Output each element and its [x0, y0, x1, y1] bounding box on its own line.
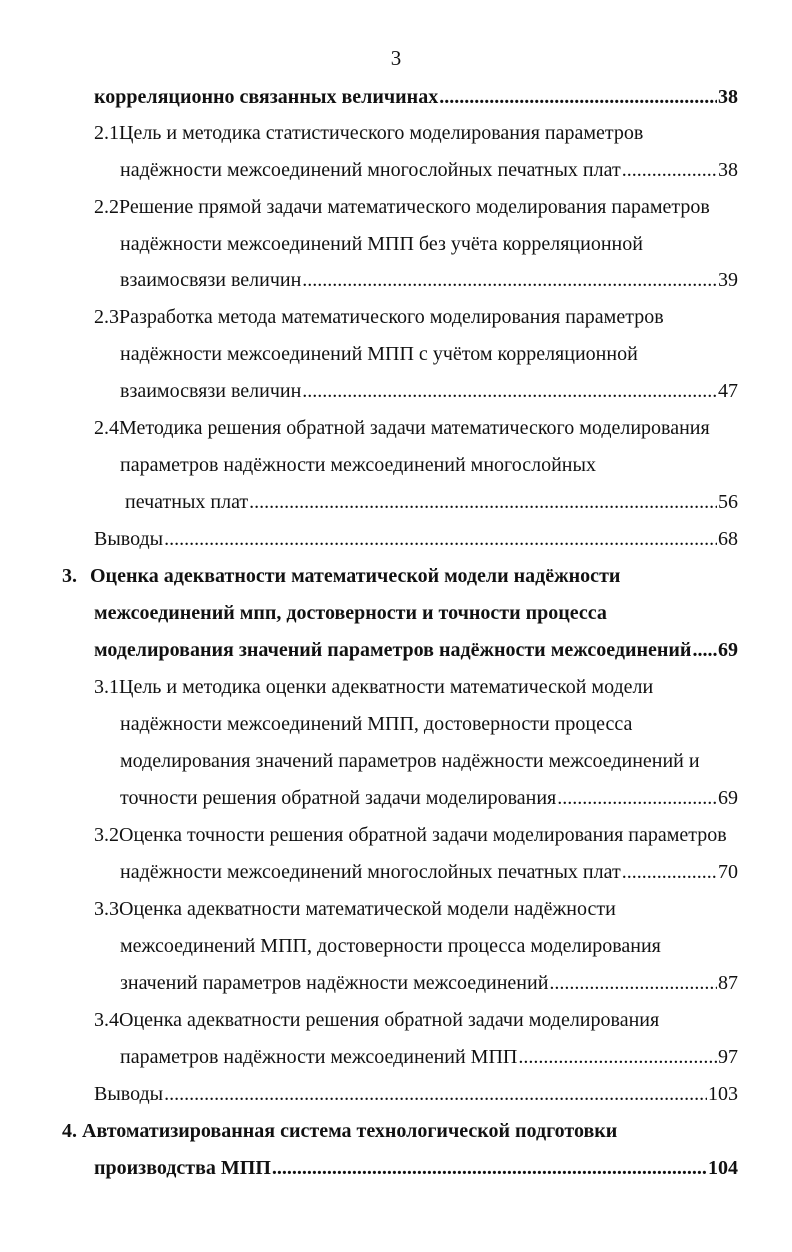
toc-entry-text: 2.3Разработка метода математического моделирования параметров [94, 306, 664, 328]
toc-entry-conclusions-ch3 [94, 1081, 738, 1107]
toc-entry-text: надёжности межсоединений многослойных печатных плат [120, 159, 621, 181]
toc-entry-2-4-line2 [120, 452, 596, 478]
toc-entry-text: точности решения обратной задачи моделирования [120, 787, 557, 809]
toc-entry-3-3-line3 [120, 970, 738, 996]
toc-entry-2-3-line3 [120, 378, 738, 404]
toc-entry-ch2-continuation [94, 84, 738, 110]
toc-entry-text: взаимосвязи величин [120, 380, 302, 402]
toc-entry-3-1-line1 [94, 674, 653, 700]
toc-entry-text: 3.4Оценка адекватности решения обратной задачи моделирования [94, 1009, 660, 1031]
toc-entry-text: Выводы [94, 1083, 164, 1105]
toc-entry-text: моделирования значений параметров надёжности межсоединений и [120, 750, 700, 772]
toc-entry-3-1-line2 [120, 711, 632, 737]
toc-entry-2-4-line3 [120, 489, 738, 515]
toc-entry-text: надёжности межсоединений МПП, достоверности процесса [120, 713, 633, 735]
dot-leader [249, 489, 717, 515]
toc-page-number: 39 [718, 269, 738, 291]
toc-entry-text: параметров надёжности межсоединений МПП [120, 1046, 518, 1068]
dot-leader [622, 157, 717, 183]
toc-page-number: 70 [718, 861, 738, 883]
toc-entry-text: значений параметров надёжности межсоединений [120, 972, 549, 994]
dot-leader [164, 1081, 707, 1107]
toc-entry-ch4-line1 [62, 1118, 617, 1144]
dot-leader [622, 859, 717, 885]
dot-leader [272, 1155, 707, 1181]
toc-entry-3-4-line2 [120, 1044, 738, 1070]
toc-entry-2-1-line2 [120, 157, 738, 183]
toc-entry-text: 3.3Оценка адекватности математической модели надёжности [94, 898, 616, 920]
toc-page-number: 47 [718, 380, 738, 402]
toc-entry-text: 3.2Оценка точности решения обратной задачи моделирования параметров [94, 824, 727, 846]
dot-leader [302, 378, 717, 404]
toc-entry-2-2-line3 [120, 267, 738, 293]
toc-entry-text: корреляционно связанных величинах [94, 86, 439, 108]
toc-page-number: 103 [708, 1083, 738, 1105]
dot-leader [549, 970, 717, 996]
toc-entry-3-2-line2 [120, 859, 738, 885]
toc-page-number: 87 [718, 972, 738, 994]
toc-entry-text: взаимосвязи величин [120, 269, 302, 291]
toc-page-number: 68 [718, 528, 738, 550]
toc-page-number: 38 [718, 159, 738, 181]
toc-entry-2-2-line2 [120, 231, 643, 257]
dot-leader [439, 84, 717, 110]
toc-entry-ch3-line1 [62, 563, 620, 589]
toc-page-number: 69 [718, 787, 738, 809]
toc-page-number: 38 [718, 86, 738, 108]
toc-entry-text: печатных плат [120, 491, 249, 513]
toc-entry-text: производства МПП [94, 1157, 271, 1179]
toc-entry-text: надёжности межсоединений МПП без учёта корреляционной [120, 233, 643, 255]
toc-entry-ch4-line2 [94, 1155, 738, 1181]
toc-entry-3-4-line1 [94, 1007, 659, 1033]
toc-entry-text: Оценка адекватности математической модели надёжности [90, 565, 621, 587]
toc-entry-3-2-line1 [94, 822, 727, 848]
toc-entry-text: параметров надёжности межсоединений многослойных [120, 454, 596, 476]
toc-entry-text: 4. Автоматизированная система технологической подготовки [62, 1120, 618, 1142]
toc-page-number: 97 [718, 1046, 738, 1068]
toc-entry-text: межсоединений мпп, достоверности и точности процесса [94, 602, 607, 624]
toc-entry-text: 2.1Цель и методика статистического моделирования параметров [94, 122, 644, 144]
toc-page-number: 56 [718, 491, 738, 513]
toc-entry-2-4-line1 [94, 415, 710, 441]
dot-leader [164, 526, 717, 552]
toc-entry-3-1-line3 [120, 748, 700, 774]
dot-leader [692, 637, 717, 663]
toc-entry-ch3-line2 [94, 600, 607, 626]
toc-entry-text: надёжности межсоединений многослойных печатных плат [120, 861, 621, 883]
toc-entry-text: межсоединений МПП, достоверности процесса моделирования [120, 935, 661, 957]
toc-entry-text: моделирования значений параметров надёжности межсоединений [94, 639, 692, 661]
toc-entry-3-3-line1 [94, 896, 616, 922]
toc-page-number: 69 [718, 639, 738, 661]
dot-leader [557, 785, 717, 811]
page-number: 3 [390, 46, 402, 70]
toc-entry-text: Выводы [94, 528, 164, 550]
toc-entry-2-3-line1 [94, 304, 664, 330]
chapter-number: 3. [62, 565, 77, 587]
toc-entry-text: 2.4Методика решения обратной задачи математического моделирования [94, 417, 710, 439]
dot-leader [518, 1044, 717, 1070]
toc-entry-text: 2.2Решение прямой задачи математического моделирования параметров [94, 196, 710, 218]
toc-entry-text: 3.1Цель и методика оценки адекватности математической модели [94, 676, 654, 698]
toc-entry-2-1-line1 [94, 120, 643, 146]
toc-entry-text: надёжности межсоединений МПП с учётом корреляционной [120, 343, 638, 365]
dot-leader [302, 267, 717, 293]
toc-entry-3-3-line2 [120, 933, 661, 959]
toc-entry-conclusions-ch2 [94, 526, 738, 552]
toc-entry-ch3-line3 [94, 637, 738, 663]
toc-entry-2-3-line2 [120, 341, 638, 367]
toc-page-number: 104 [708, 1157, 738, 1179]
toc-entry-2-2-line1 [94, 194, 710, 220]
toc-entry-3-1-line4 [120, 785, 738, 811]
